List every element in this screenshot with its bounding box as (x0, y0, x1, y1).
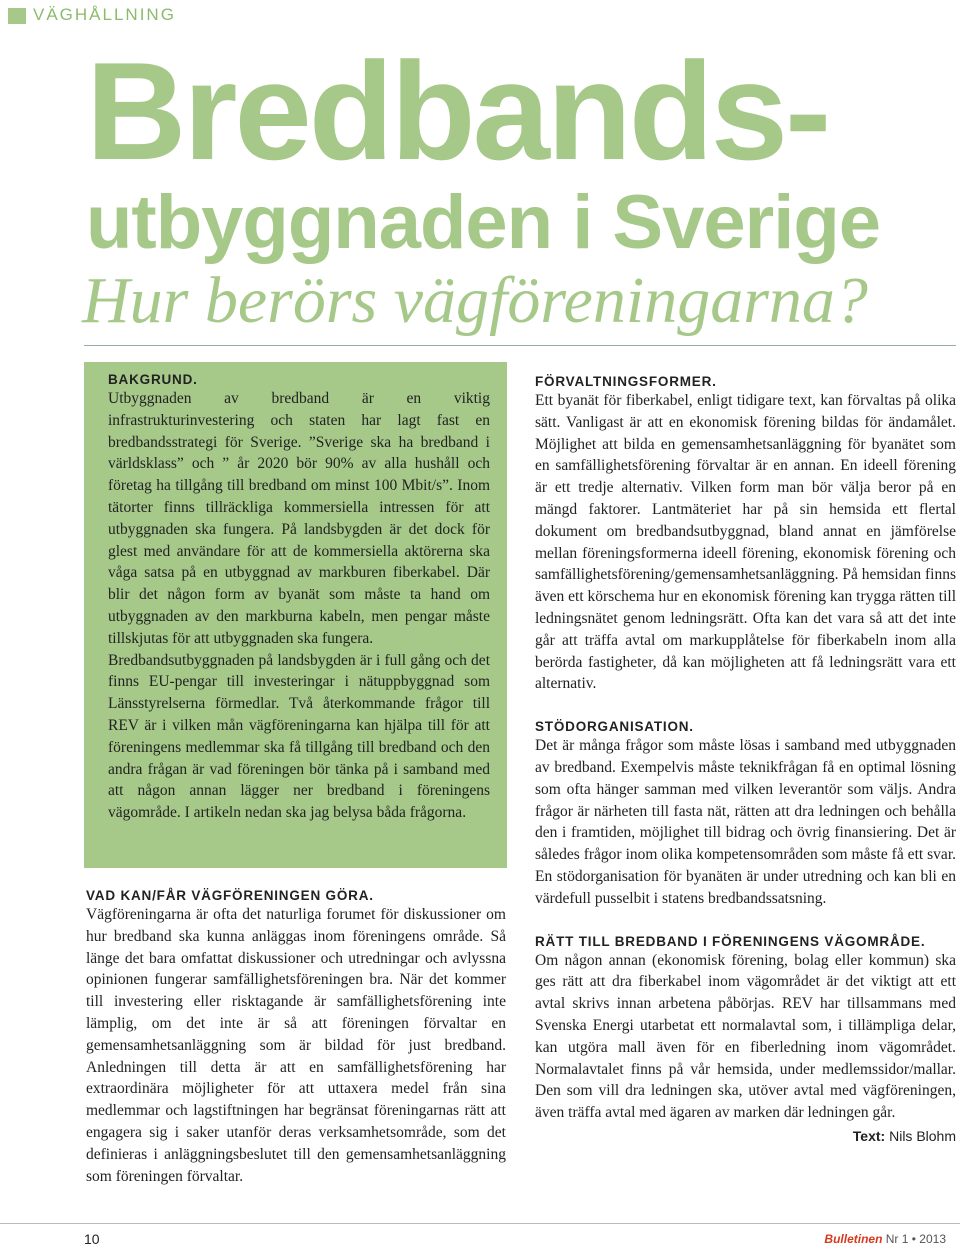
background-box (84, 362, 507, 868)
section-heading: FÖRVALTNINGSFORMER. (535, 374, 717, 389)
footer-publication (824, 1232, 946, 1246)
section-label: VÄGHÅLLNING (33, 5, 176, 24)
box-paragraph: Bredbandsutbyggnaden på landsbygden är i full gång och det finns EU-pengar till investeringar i nätuppbyggnad som Länsstyrelserna förmedlar. Två återkommande frågor till REV är i vilken mån vägföreningarna kan hjälpa till för att föreningens medlemmar ska få tillgång till bredband och den andra frågan är vad föreningen bör tänka på i samband med att någon annan lägger ner bredband i föreningens vägområde. I artikeln nedan ska jag belysa båda frågorna. (108, 651, 490, 822)
section-text: Ett byanät för fiberkabel, enligt tidigare text, kan förvaltas på olika sätt. Vanligast är att en ekonomisk förening bildas för ändamålet. Möjlighet att bilda en gemensamhetsanläggning för byanätet som en samfällighetsförening förvaltar är en annan. En ideell förening är ett tredje alternativ. Vilken form man bör välja beror på en mängd faktorer. Lantmäteriet har på sin hemsida ett flertal dokument om bredbandsutbyggnad, bland annat en jämförelse mellan föreningsformerna ideell förening, ekonomisk förening och samfällighetsförening/gemensamhetsanläggning. På hemsidan finns även ett körschema hur en ekonomisk förening kan trygga rätten till ledningsnätet genom ledningsrätt. Ofta kan det vara så att det inte går att träffa avtal om markupplåtelse för fiberkabeln inom alla berörda fastigheter, då kan möjligheten att få ledningsrätt vara ett alternativ. (535, 392, 956, 693)
box-heading: BAKGRUND. (108, 372, 198, 387)
section-text: Det är många frågor som måste lösas i samband med utbyggnaden av bredband. Exempelvis måste teknikfrågan få en optimal lösning som ofta hänger samman med vilken leverantör som väljs. Andra frågor är närheten till fasta nät, rätten att dra ledningen och behålla den i framtiden, möjlighet till bidrag och övrig finansiering. Det är således frågor inom olika kompetensområden som måste få ett svar. En stödorganisation för byanäten är under utredning och kan bli en värdefull pusselbit i statens bredbandssatsning. (535, 737, 956, 907)
section-heading: STÖDORGANISATION. (535, 719, 694, 735)
title-divider (84, 345, 956, 346)
section-marker (8, 8, 26, 24)
left-column (86, 888, 506, 1187)
page-number: 10 (84, 1231, 100, 1247)
box-paragraph: Utbyggnaden av bredband är en viktig infrastrukturinvestering och staten har lagt fast en bredbandsstrategi för Sverige. ”Sverige ska ha bredband i världsklass” och ” år 2020 bör 90% av alla hushåll och företag ha tillgång till bredband om minst 100 Mbit/s”. Inom tätorter finns tillräckliga kommersiella intressen för att utbyggnaden ska fungera. På landsbygden är det dock för glest med användare för att de kommersiella aktörerna ska våga satsa på en utbyggnad av markburen fiberkabel. Där blir det någon form av byanät som måste ta hand om utbyggnaden av den markburna kabeln, men pengar måste tillskjutas för att utbyggnaden ska fungera. (108, 390, 490, 647)
section-text: Om någon annan (ekonomisk förening, bolag eller kommun) ska ges rätt att dra fiberkabel inom vägområdet är det viktigt att ett avtal skrivs innan arbetena påbörjas. REV har tillsammans med Svenska Energi utarbetat ett normalavtal som, i tillämpliga delar, kan utgöra mall även för en fiberledning inom vägområdet. Normalavtalet finns på vår hemsida, under medlemssidor/mallar. Den som vill dra ledningen ska, utöver avtal med vägföreningen, även träffa avtal med ägaren av marken där ledningen går. (535, 951, 956, 1122)
byline-label: Text: (852, 1127, 886, 1144)
article-section (535, 374, 956, 695)
section-heading: VAD KAN/FÅR VÄGFÖRENINGEN GÖRA. (86, 888, 374, 903)
byline (535, 1128, 956, 1144)
article-section (535, 934, 956, 1124)
section-heading: RÄTT TILL BREDBAND I FÖRENINGENS VÄGOMRÅDE. (535, 933, 926, 949)
headline-line-1: Bredbands- (86, 34, 829, 189)
headline-line-2: utbyggnaden i Sverige (86, 180, 881, 265)
publication-name: Bulletinen (824, 1232, 883, 1246)
article-section (535, 719, 956, 909)
footer-divider (0, 1223, 960, 1224)
right-column (535, 374, 956, 1144)
issue-number: Nr 1 • 2013 (885, 1232, 946, 1246)
byline-author: Nils Blohm (889, 1127, 956, 1144)
headline-subtitle: Hur berörs vägföreningarna? (82, 264, 868, 337)
section-text: Vägföreningarna är ofta det naturliga forumet för diskussioner om hur bredband ska kunna anläggas inom föreningens område. Så länge det bara omfattat diskussioner och utredningar och avlyssna opinionen fungerar samfällighetsföreningen bra. När det kommer till investering eller risktagande är samfällighetsförening inte lämplig, om det inte är så att föreningen förvaltar en gemensamhetsanläggning som är bildad för just bredband. Anledningen till detta är att en samfällighetsförening har extraordinära möjligheter för att uttaxera medel från sina medlemmar och lagstiftningen har begränsat föreningarnas rätt att engagera sig i saker utanför deras verksamhetsområde, som det definieras i anläggningsbeslutet till den gemensamhetsanläggning som föreningen förvaltar. (86, 906, 506, 1185)
